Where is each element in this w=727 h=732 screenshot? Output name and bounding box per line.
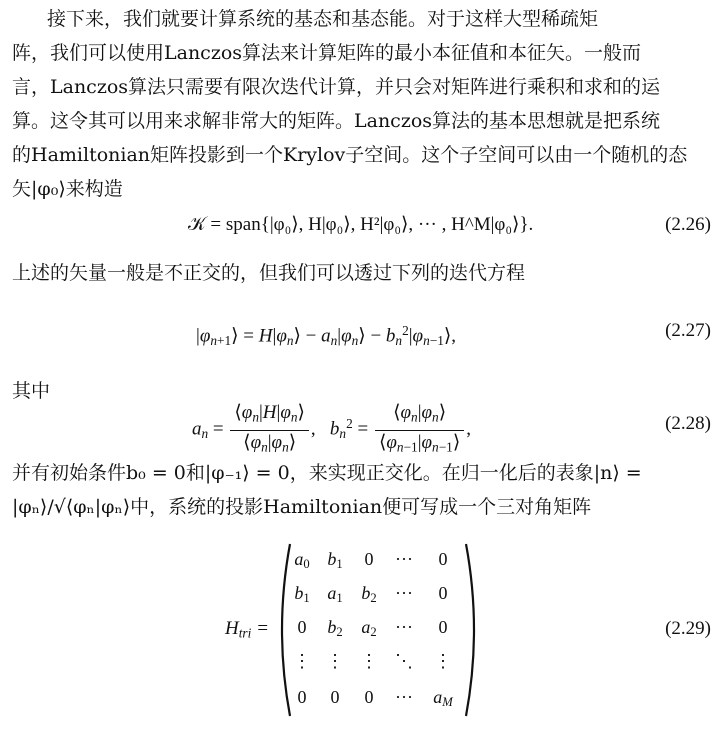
matrix-cell: ··· — [395, 583, 413, 603]
equation-2-27-body: $|\varphi_{n+1}⟩$ = $H|\varphi_n⟩$ − $a_n|\varphi_n⟩$ − $b_n^2|\varphi_{n-1}⟩$, — [196, 323, 457, 348]
para3-line: 其中 — [12, 380, 51, 402]
matrix-cell: $a_2$ — [361, 617, 377, 640]
equation-2-27 — [0, 314, 727, 348]
matrix-cell: 0 — [330, 687, 340, 707]
matrix-cell: $b_1$ — [294, 583, 310, 606]
matrix-cell: $a_1$ — [327, 583, 343, 606]
matrix-cell: 0 — [438, 617, 448, 637]
matrix-cell: ··· — [395, 617, 413, 637]
para1-line5: 的Hamiltonian矩阵投影到一个Krylov子空间。这个子空间可以由一个随机的态 — [12, 144, 688, 166]
matrix-cell: ⋱ — [395, 651, 413, 671]
matrix-cell: 0 — [364, 549, 374, 569]
matrix-cell: $b_2$ — [327, 617, 343, 640]
matrix-cell: ⋮ — [360, 651, 378, 671]
matrix-cell: ⋮ — [326, 651, 344, 671]
equation-2-27-number: (2.27) — [665, 320, 711, 341]
para4-line2: |φₙ⟩/√⟨φₙ|φₙ⟩中，系统的投影Hamiltonian便可写成一个三对角矩阵 — [12, 496, 592, 518]
para1-line2: 阵，我们可以使用Lanczos算法来计算矩阵的最小本征值和本征矢。一般而 — [12, 42, 642, 64]
matrix-cell: 0 — [438, 583, 448, 603]
equation-2-28 — [0, 394, 727, 454]
equation-2-28-body: $a_n$ = $\frac{⟨\varphi_n|H|\varphi_n⟩}{⟨\varphi_n|\varphi_n⟩}$ , $b_n^2$ = $\frac{⟨\varphi_n|\varphi_n⟩}{⟨\varphi_{n-1}|\varphi_{n-1}⟩}$ , — [192, 402, 472, 455]
matrix-cell: ⋮ — [293, 651, 311, 671]
equation-2-26 — [0, 208, 727, 242]
equation-2-26-number: (2.26) — [665, 214, 711, 235]
matrix-cell: ··· — [395, 549, 413, 569]
para1-line4: 算。这令其可以用来求解非常大的矩阵。Lanczos算法的基本思想就是把系统 — [12, 110, 661, 132]
matrix-cell: 0 — [364, 687, 374, 707]
equation-2-26-body: 𝒦 = span{|φ₀⟩, H|φ₀⟩, H²|φ₀⟩, ··· , H^M|φ₀⟩}. — [188, 214, 534, 235]
matrix-cell: 0 — [438, 549, 448, 569]
para1-line3: 言，Lanczos算法只需要有限次迭代计算，并只会对矩阵进行乘积和求和的运 — [12, 76, 661, 98]
matrix-cell: $b_2$ — [361, 583, 377, 606]
matrix-cell: 0 — [297, 617, 307, 637]
matrix-cell: $a_0$ — [294, 549, 310, 572]
matrix-cell: $b_1$ — [327, 549, 343, 572]
para1-line6: 矢|φ₀⟩来构造 — [12, 178, 123, 200]
equation-2-29-number: (2.29) — [665, 618, 711, 639]
matrix-label: $H_{tri}$ = — [225, 618, 269, 641]
matrix-cell: ⋮ — [434, 651, 452, 671]
equation-2-28-number: (2.28) — [665, 413, 711, 434]
para2-line: 上述的矢量一般是不正交的，但我们可以透过下列的迭代方程 — [12, 262, 526, 284]
right-paren — [458, 540, 488, 720]
para1-line1: 接下来，我们就要计算系统的基态和基态能。对于这样大型稀疏矩 — [47, 8, 599, 30]
matrix-cell: 0 — [297, 687, 307, 707]
matrix-cell: $a_M$ — [433, 687, 453, 710]
matrix-cell: ··· — [395, 687, 413, 707]
para4-line1: 并有初始条件b₀ = 0和|φ₋₁⟩ = 0，来实现正交化。在归一化后的表象|n⟩ = — [12, 462, 642, 484]
equation-2-29 — [0, 540, 727, 726]
